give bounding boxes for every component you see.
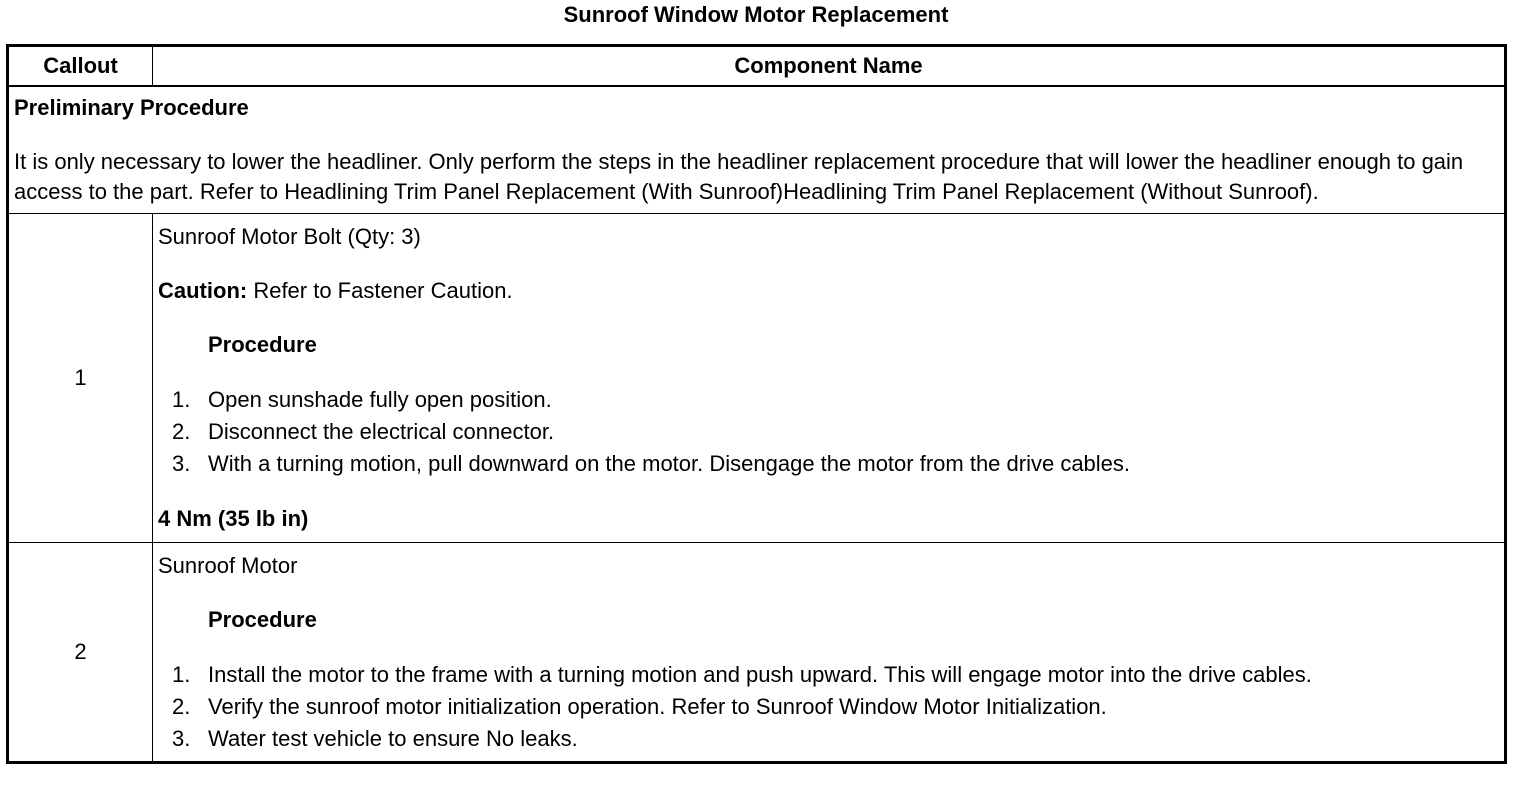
step-number: 2. [172,694,191,719]
callout-number: 2 [8,543,153,763]
step-text: Verify the sunroof motor initialization operation. Refer to Sunroof Window Motor Initialization. [208,694,1107,719]
preliminary-text: It is only necessary to lower the headliner. Only perform the steps in the headliner replacement procedure that will lower the headliner enough to gain access to the part. Refer to Headlining Trim Panel Replacement (With Sunroof)Headlining Trim Panel Replacement (Without Sunroof). [14,149,1464,204]
preliminary-cell [8,86,1506,214]
preliminary-row [8,86,1506,214]
caution-label: Caution: [158,278,248,303]
caution-text: Refer to Fastener Caution. [247,278,513,303]
procedure-heading: Procedure [208,607,317,632]
procedure-steps [158,384,1499,480]
step-text: Disconnect the electrical connector. [208,419,555,444]
list-item [158,384,1499,416]
step-number: 2. [172,419,191,444]
preliminary-heading: Preliminary Procedure [14,95,249,120]
callout-number: 1 [8,214,153,543]
table-header-row [8,46,1506,87]
caution-note [158,276,1499,306]
step-text: Water test vehicle to ensure No leaks. [208,726,578,751]
table-row [8,543,1506,763]
step-number: 3. [172,726,191,751]
torque-spec: 4 Nm (35 lb in) [158,506,309,531]
list-item [158,416,1499,448]
procedure-steps [158,659,1499,755]
list-item [158,691,1499,723]
component-cell [153,214,1506,543]
table-row [8,214,1506,543]
page-title: Sunroof Window Motor Replacement [563,2,949,27]
step-text: Install the motor to the frame with a turning motion and push upward. This will engage motor into the drive cables. [208,662,1312,687]
procedure-table [6,44,1507,764]
list-item [158,448,1499,480]
list-item [158,659,1499,691]
callout-header: Callout [8,46,153,87]
step-number: 1. [172,387,191,412]
step-number: 1. [172,662,191,687]
component-name-header: Component Name [153,46,1506,87]
component-name: Sunroof Motor Bolt (Qty: 3) [158,224,421,249]
step-number: 3. [172,451,191,476]
list-item [158,723,1499,755]
component-name: Sunroof Motor [158,553,298,578]
component-cell [153,543,1506,763]
procedure-heading: Procedure [208,332,317,357]
step-text: With a turning motion, pull downward on the motor. Disengage the motor from the drive cables. [208,451,1131,476]
step-text: Open sunshade fully open position. [208,387,552,412]
